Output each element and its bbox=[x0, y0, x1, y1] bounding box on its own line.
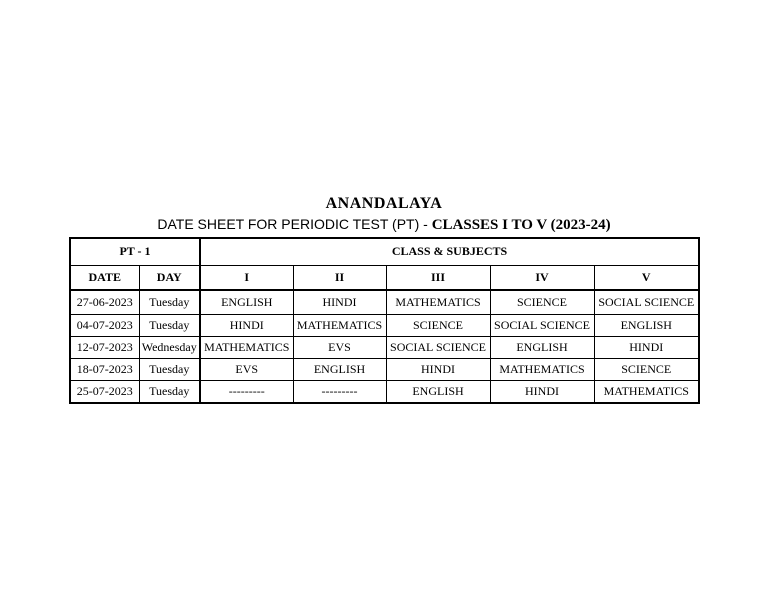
table-row bbox=[70, 290, 699, 315]
column-header-class-1: I bbox=[200, 265, 293, 290]
table-cell: SOCIAL SCIENCE bbox=[386, 337, 490, 359]
group-header-pt: PT - 1 bbox=[70, 238, 200, 265]
column-header-day: DAY bbox=[139, 265, 200, 290]
table-cell: MATHEMATICS bbox=[594, 381, 699, 404]
table-cell: SCIENCE bbox=[490, 290, 594, 315]
subtitle-classes: CLASSES I TO V (2023-24) bbox=[431, 217, 611, 233]
table-cell: MATHEMATICS bbox=[386, 290, 490, 315]
table-cell: HINDI bbox=[594, 337, 699, 359]
column-header-class-4: IV bbox=[490, 265, 594, 290]
table-cell: Tuesday bbox=[139, 315, 200, 337]
group-header-classes: CLASS & SUBJECTS bbox=[200, 238, 699, 265]
table-cell: MATHEMATICS bbox=[293, 315, 386, 337]
subtitle-main: DATE SHEET FOR PERIODIC TEST (PT) - bbox=[157, 216, 432, 232]
column-header-class-2: II bbox=[293, 265, 386, 290]
table-cell: ENGLISH bbox=[490, 337, 594, 359]
table-cell: HINDI bbox=[200, 315, 293, 337]
table-cell: --------- bbox=[200, 381, 293, 404]
column-header-class-5: V bbox=[594, 265, 699, 290]
table-cell: ENGLISH bbox=[594, 315, 699, 337]
table-cell: HINDI bbox=[386, 359, 490, 381]
table-row bbox=[70, 381, 699, 404]
table-cell: MATHEMATICS bbox=[490, 359, 594, 381]
table-cell: MATHEMATICS bbox=[200, 337, 293, 359]
table-cell: Tuesday bbox=[139, 381, 200, 404]
table-cell: 25-07-2023 bbox=[70, 381, 139, 404]
table-cell: SCIENCE bbox=[594, 359, 699, 381]
table-cell: SOCIAL SCIENCE bbox=[490, 315, 594, 337]
table-cell: 27-06-2023 bbox=[70, 290, 139, 315]
table-cell: Tuesday bbox=[139, 359, 200, 381]
group-header-row bbox=[70, 238, 699, 265]
table-cell: EVS bbox=[293, 337, 386, 359]
table-cell: ENGLISH bbox=[386, 381, 490, 404]
document-subtitle bbox=[0, 216, 768, 234]
table-cell: SOCIAL SCIENCE bbox=[594, 290, 699, 315]
table-row bbox=[70, 359, 699, 381]
table-cell: ENGLISH bbox=[200, 290, 293, 315]
table-cell: 18-07-2023 bbox=[70, 359, 139, 381]
table-cell: Tuesday bbox=[139, 290, 200, 315]
table-cell: 12-07-2023 bbox=[70, 337, 139, 359]
table-row bbox=[70, 337, 699, 359]
table-cell: ENGLISH bbox=[293, 359, 386, 381]
column-header-row bbox=[70, 265, 699, 290]
table-cell: SCIENCE bbox=[386, 315, 490, 337]
date-sheet-table bbox=[69, 237, 700, 404]
column-header-class-3: III bbox=[386, 265, 490, 290]
table-cell: --------- bbox=[293, 381, 386, 404]
table-cell: Wednesday bbox=[139, 337, 200, 359]
table-cell: HINDI bbox=[293, 290, 386, 315]
table-cell: 04-07-2023 bbox=[70, 315, 139, 337]
table-cell: EVS bbox=[200, 359, 293, 381]
table-row bbox=[70, 315, 699, 337]
column-header-date: DATE bbox=[70, 265, 139, 290]
table-cell: HINDI bbox=[490, 381, 594, 404]
school-name: ANANDALAYA bbox=[325, 195, 443, 212]
